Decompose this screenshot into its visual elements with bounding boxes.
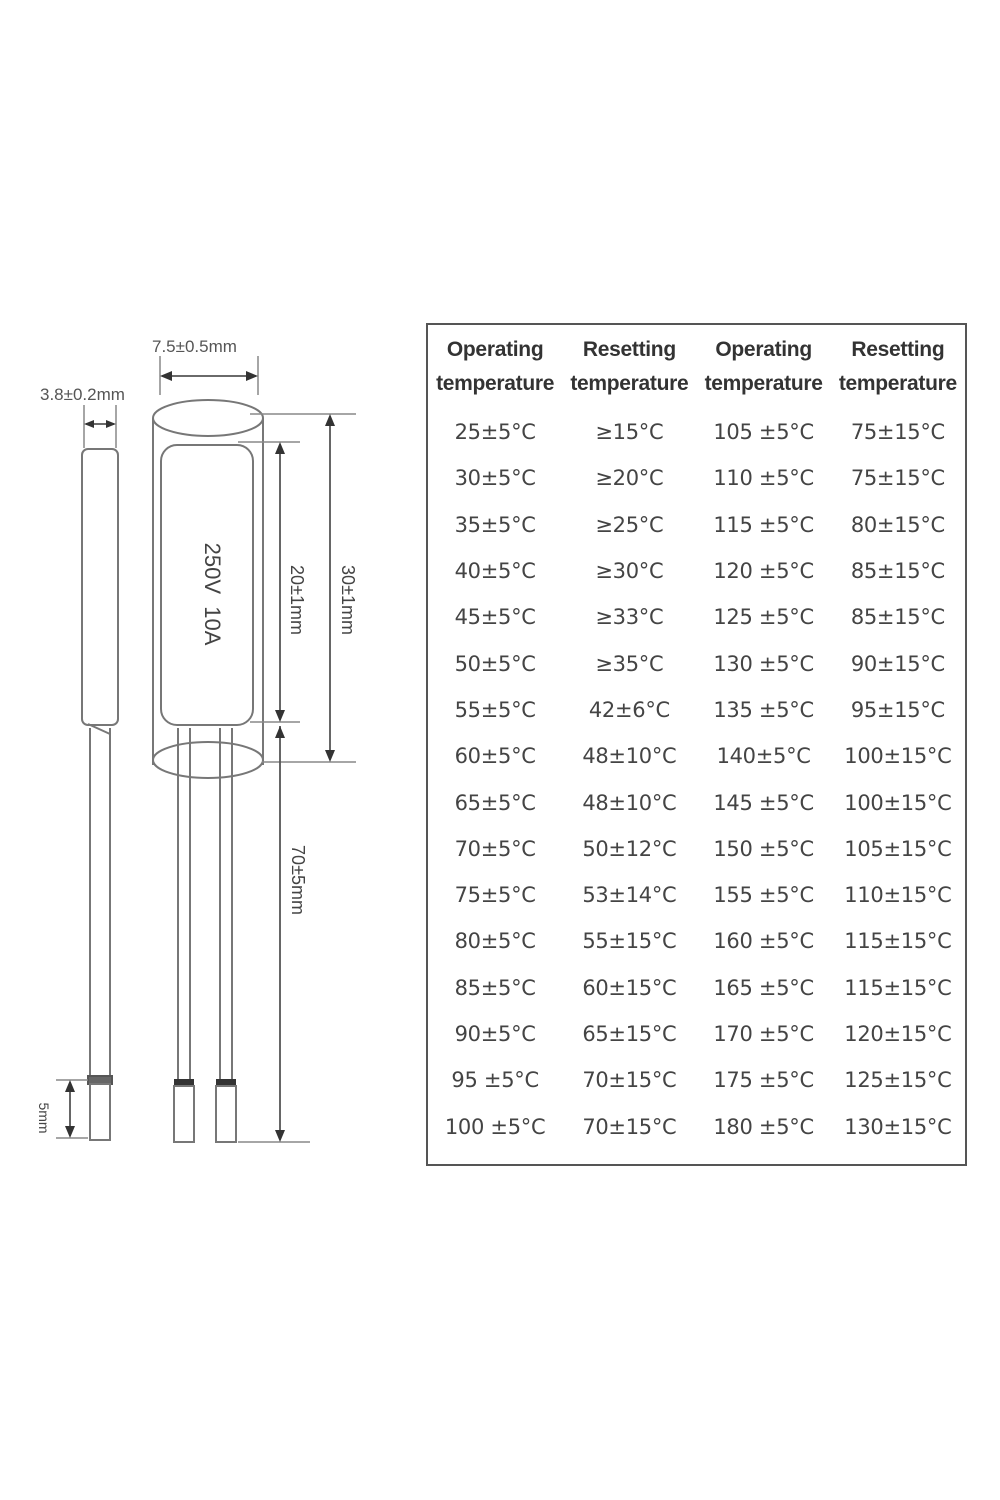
- thermal-protector-drawing: [0, 310, 400, 1170]
- table-cell: 110 ±5°C: [713, 466, 814, 491]
- table-cell: ≥25°C: [595, 512, 664, 537]
- table-cell: 145 ±5°C: [713, 790, 814, 815]
- table-row: [428, 594, 965, 640]
- table-row: [428, 965, 965, 1011]
- dim-width-label: 7.5±0.5mm: [152, 337, 237, 356]
- table-row: [428, 779, 965, 825]
- table-cell: 105±15°C: [844, 836, 952, 861]
- header-operating-1: [428, 325, 562, 409]
- table-cell: 48±10°C: [582, 744, 677, 769]
- table-row: [428, 872, 965, 918]
- table-row: [428, 1057, 965, 1103]
- front-view: [153, 400, 263, 1142]
- table-cell: 110±15°C: [844, 883, 952, 908]
- header-operating-2: [697, 325, 831, 409]
- table-cell: 115±15°C: [844, 975, 952, 1000]
- dim-tip-label: 5mm: [36, 1102, 52, 1134]
- table-cell: 175 ±5°C: [713, 1068, 814, 1093]
- header-line: temperature: [436, 372, 555, 395]
- dim-lead-width-label: 3.8±0.2mm: [40, 385, 125, 404]
- table-cell: 70±15°C: [582, 1068, 677, 1093]
- table-cell: 165 ±5°C: [713, 975, 814, 1000]
- table-cell: 135 ±5°C: [713, 697, 814, 722]
- header-resetting-2: [831, 325, 965, 409]
- table-cell: 80±5°C: [454, 929, 536, 954]
- table-cell: ≥20°C: [595, 466, 664, 491]
- table-cell: 95 ±5°C: [451, 1068, 539, 1093]
- side-view: [82, 449, 118, 1140]
- table-cell: ≥33°C: [595, 605, 664, 630]
- table-cell: 155 ±5°C: [713, 883, 814, 908]
- table-row: [428, 733, 965, 779]
- table-cell: 170 ±5°C: [713, 1022, 814, 1046]
- table-cell: 130±15°C: [844, 1114, 952, 1139]
- table-cell: 95±15°C: [850, 697, 945, 722]
- table-cell: 120 ±5°C: [713, 559, 814, 584]
- header-line: Resetting: [582, 338, 676, 361]
- dimension-drawing-svg: [0, 310, 400, 1170]
- table-cell: 85±15°C: [850, 559, 945, 584]
- table-cell: ≥35°C: [595, 651, 664, 676]
- body-marking-label: 250V 10A: [200, 542, 225, 646]
- header-line: Operating: [446, 338, 544, 361]
- table-cell: 105 ±5°C: [713, 420, 814, 445]
- table-row: [428, 1011, 965, 1057]
- header-line: Resetting: [851, 338, 945, 361]
- table-cell: 180 ±5°C: [713, 1114, 814, 1139]
- table-cell: 30±5°C: [454, 466, 536, 491]
- table-cell: 50±12°C: [582, 836, 677, 861]
- table-cell: 100±15°C: [844, 744, 952, 769]
- temperature-spec-table: [426, 323, 967, 1166]
- table-cell: 140±5°C: [716, 744, 811, 769]
- table-row: [428, 826, 965, 872]
- table-cell: 75±15°C: [850, 420, 945, 445]
- header-line: Operating: [715, 338, 812, 361]
- dim-lead-length-label: 70±5mm: [288, 845, 308, 915]
- table-header-row: [428, 325, 965, 409]
- table-cell: 50±5°C: [454, 651, 536, 676]
- table-cell: 42±6°C: [588, 697, 670, 722]
- table-cell: 100±15°C: [844, 790, 952, 815]
- table-row: [428, 409, 965, 455]
- table-cell: 85±5°C: [454, 975, 536, 1000]
- table-body: [428, 409, 965, 1150]
- table-cell: 150 ±5°C: [713, 836, 814, 861]
- header-line: temperature: [570, 372, 689, 395]
- table-cell: 60±15°C: [582, 975, 677, 1000]
- table-cell: 55±15°C: [582, 929, 677, 954]
- dim-body-total-label: 30±1mm: [338, 565, 358, 635]
- table-cell: 40±5°C: [454, 559, 536, 584]
- table-cell: 25±5°C: [454, 420, 536, 445]
- table-cell: 55±5°C: [454, 697, 536, 722]
- table-cell: 100 ±5°C: [444, 1114, 546, 1139]
- table-row: [428, 918, 965, 964]
- table-cell: 115 ±5°C: [713, 512, 814, 537]
- table-cell: ≥15°C: [595, 420, 664, 445]
- table-cell: 125 ±5°C: [713, 605, 814, 630]
- table-cell: 75±15°C: [850, 466, 945, 491]
- table-cell: 115±15°C: [844, 929, 952, 954]
- table-row: [428, 502, 965, 548]
- table-cell: 48±10°C: [582, 790, 677, 815]
- dim-body-inner-label: 20±1mm: [287, 565, 307, 635]
- table-cell: ≥30°C: [595, 559, 664, 584]
- table-cell: 80±15°C: [850, 512, 945, 537]
- header-line: temperature: [704, 372, 823, 395]
- table-row: [428, 548, 965, 594]
- table-cell: 45±5°C: [454, 605, 536, 630]
- table-cell: 70±5°C: [454, 836, 536, 861]
- table-cell: 130 ±5°C: [713, 651, 814, 676]
- table-cell: 85±15°C: [850, 605, 945, 630]
- table-cell: 65±5°C: [454, 790, 536, 815]
- table-cell: 60±5°C: [454, 744, 536, 769]
- table-row: [428, 640, 965, 686]
- table-cell: 125±15°C: [844, 1068, 952, 1093]
- table-cell: 53±14°C: [582, 883, 677, 908]
- table-cell: 90±15°C: [850, 651, 945, 676]
- table-cell: 120±15°C: [844, 1022, 952, 1046]
- table-cell: 70±15°C: [582, 1114, 677, 1139]
- header-resetting-1: [562, 325, 696, 409]
- table-row: [428, 1103, 965, 1149]
- table-row: [428, 687, 965, 733]
- table-row: [428, 455, 965, 501]
- table-cell: 65±15°C: [582, 1022, 677, 1046]
- spec-table-grid: [428, 325, 965, 1150]
- table-cell: 160 ±5°C: [713, 929, 814, 954]
- table-cell: 90±5°C: [454, 1022, 536, 1046]
- table-cell: 35±5°C: [454, 512, 536, 537]
- table-cell: 75±5°C: [454, 883, 536, 908]
- header-line: temperature: [838, 372, 957, 395]
